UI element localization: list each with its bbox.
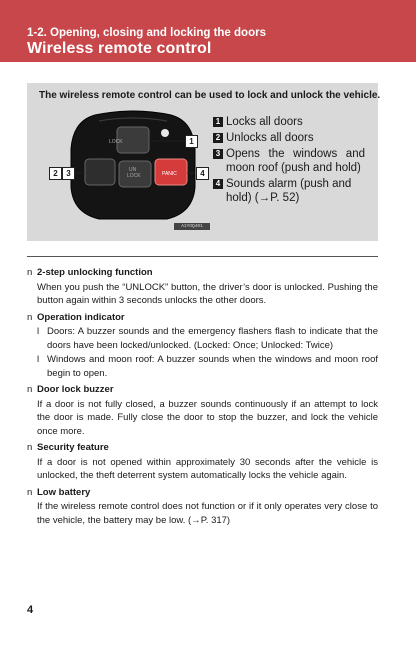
sub-bullet: l [37, 326, 40, 337]
figure-caption: The wireless remote control can be used to lock and unlock the vehicle. [39, 90, 381, 101]
section-door-lock-buzzer [27, 383, 378, 438]
section-heading [27, 441, 378, 455]
section-bullet: n [27, 442, 33, 453]
window-button-shape [85, 159, 115, 185]
fob-lock-label: LOCK [109, 139, 123, 145]
page-number: 4 [27, 604, 34, 616]
figure-box [27, 83, 381, 241]
callout-1: 1 [185, 135, 198, 148]
fob-panic-label: PANIC [162, 171, 177, 177]
section-security-feature [27, 441, 378, 483]
remote-fob-illustration [49, 109, 217, 227]
section-bullet: n [27, 311, 33, 323]
legend-number: 3 [213, 149, 223, 159]
legend-item [213, 147, 365, 175]
fob-unlock-label-1: UN [129, 167, 137, 173]
section-2-step-unlocking [27, 266, 378, 308]
section-low-battery [27, 486, 378, 528]
figure-code: A1YOQ401 [174, 223, 210, 230]
section-body: If a door is not fully closed, a buzzer sounds continuously if an attempt to lock the door is made. Fully close the door to stop the buzzer, and lock the vehicle once more. [37, 398, 378, 437]
section-heading-text: Security feature [37, 442, 109, 453]
sub-item [27, 325, 378, 352]
legend-number: 2 [213, 133, 223, 143]
legend-item [213, 177, 365, 205]
legend-text: Sounds alarm (push and hold) (→P. 52) [226, 178, 352, 204]
section-heading-text: Door lock buzzer [37, 384, 114, 395]
section-bullet: n [27, 384, 33, 395]
sub-bullet: l [37, 354, 40, 365]
page-title: Wireless remote control [27, 40, 212, 57]
section-body: If the wireless remote control does not function or if it only operates very close to the vehicle, the battery may be low. (→P. 317) [37, 501, 378, 526]
section-body: When you push the “UNLOCK” button, the driver’s door is unlocked. Pushing the button again within 3 seconds unlocks the other doors. [37, 281, 378, 306]
section-heading-text: Low battery [37, 486, 91, 498]
sub-item [27, 353, 378, 380]
section-heading [27, 383, 378, 397]
chapter-header [0, 0, 416, 62]
section-operation-indicator [27, 311, 378, 381]
section-heading [27, 486, 378, 500]
section-bullet: n [27, 486, 33, 498]
legend-number: 1 [213, 117, 223, 127]
chapter-title: 1-2. Opening, closing and locking the doors [27, 27, 266, 39]
section-heading [27, 266, 378, 280]
legend-number: 4 [213, 179, 223, 189]
section-heading-text: Operation indicator [37, 311, 125, 323]
section-bullet: n [27, 267, 33, 278]
sub-item-text: Windows and moon roof: A buzzer sounds when the windows and moon roof begin to open. [47, 354, 378, 379]
legend-text: Locks all doors [226, 116, 303, 128]
indicator-light-icon [161, 129, 169, 137]
callout-3: 3 [62, 167, 75, 180]
divider [27, 256, 378, 257]
main-content [27, 266, 378, 530]
legend-text: Opens the windows and moon roof (push and hold) [226, 148, 365, 174]
fob-unlock-label-2: LOCK [127, 173, 141, 179]
legend-item [213, 131, 365, 145]
figure-legend [213, 115, 365, 207]
section-heading [27, 311, 378, 325]
section-heading-text: 2-step unlocking function [37, 267, 153, 278]
legend-text: Unlocks all doors [226, 132, 314, 144]
sub-item-text: Doors: A buzzer sounds and the emergency flashers flash to indicate that the doors have been locked/unlocked. (Locked: Once; Unlocked: Twice) [47, 326, 378, 351]
section-body: If a door is not opened within approximately 30 seconds after the vehicle is unlocked, the theft deterrent system automatically locks the vehicle again. [37, 456, 378, 481]
callout-2: 2 [49, 167, 62, 180]
callout-4: 4 [196, 167, 209, 180]
legend-item [213, 115, 365, 129]
